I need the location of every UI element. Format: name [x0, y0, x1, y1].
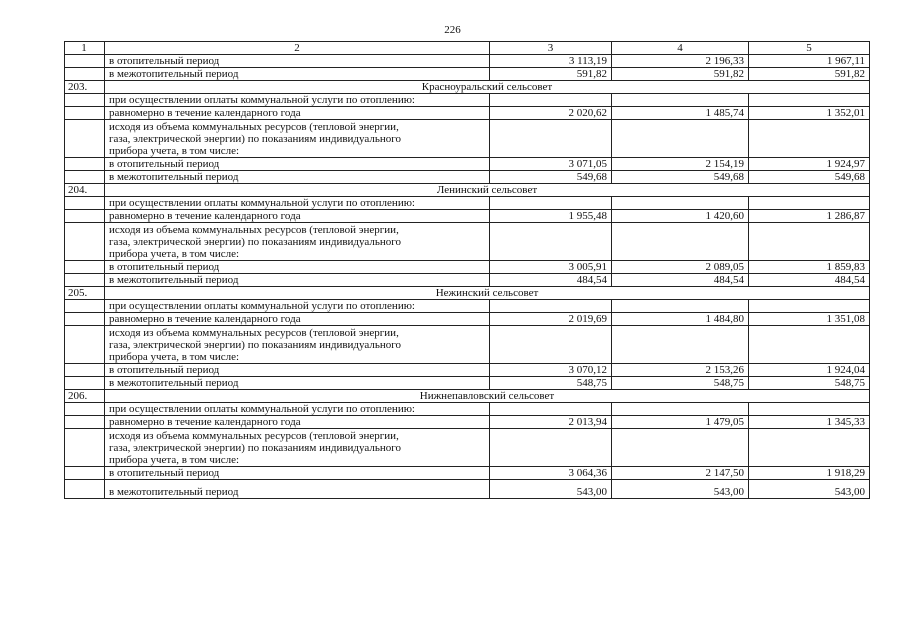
value-col-5: 1 859,83 — [749, 261, 870, 274]
value-col-5: 1 351,08 — [749, 313, 870, 326]
row-source-line: исходя из объема коммунальных ресурсов (тепловой энергии, — [109, 121, 399, 133]
value-col-4: 1 484,80 — [612, 313, 749, 326]
header-col-1: 1 — [65, 42, 105, 55]
value-col-4: 2 196,33 — [612, 55, 749, 68]
table-row — [65, 261, 870, 274]
row-label: в межотопительный период — [105, 171, 490, 184]
value-col-5: 591,82 — [749, 68, 870, 81]
section-number: 203. — [65, 81, 105, 94]
section-title-row — [65, 287, 870, 300]
table-row — [65, 416, 870, 429]
table-row — [65, 197, 870, 210]
value-col-3: 543,00 — [490, 480, 612, 499]
row-source-line: прибора учета, в том числе: — [109, 454, 240, 466]
value-col-4: 543,00 — [612, 480, 749, 499]
table-row — [65, 403, 870, 416]
table-row — [65, 107, 870, 120]
value-col-5: 1 924,97 — [749, 158, 870, 171]
row-label: в межотопительный период — [105, 68, 490, 81]
table-row — [65, 171, 870, 184]
row-source-line: исходя из объема коммунальных ресурсов (тепловой энергии, — [109, 327, 399, 339]
header-col-5: 5 — [749, 42, 870, 55]
header-col-2: 2 — [105, 42, 490, 55]
table-row — [65, 480, 870, 499]
value-col-4: 2 147,50 — [612, 467, 749, 480]
value-col-4: 1 479,05 — [612, 416, 749, 429]
row-label: в межотопительный период — [105, 274, 490, 287]
table-row — [65, 364, 870, 377]
value-col-4: 1 485,74 — [612, 107, 749, 120]
row-intro: при осуществлении оплаты коммунальной услуги по отоплению: — [105, 197, 490, 210]
table-row — [65, 313, 870, 326]
value-col-3: 3 070,12 — [490, 364, 612, 377]
row-source-line: газа, электрической энергии) по показаниям индивидуального — [109, 236, 401, 248]
row-intro: при осуществлении оплаты коммунальной услуги по отоплению: — [105, 403, 490, 416]
section-title-row — [65, 81, 870, 94]
value-col-4: 2 153,26 — [612, 364, 749, 377]
row-source-line: газа, электрической энергии) по показаниям индивидуального — [109, 442, 401, 454]
header-row — [65, 42, 870, 55]
section-name: Нежинский сельсовет — [105, 287, 870, 300]
row-source-line: прибора учета, в том числе: — [109, 248, 240, 260]
section-number: 204. — [65, 184, 105, 197]
row-source-line: прибора учета, в том числе: — [109, 145, 240, 157]
section-number: 205. — [65, 287, 105, 300]
value-col-5: 1 345,33 — [749, 416, 870, 429]
row-intro: при осуществлении оплаты коммунальной услуги по отоплению: — [105, 94, 490, 107]
table-row — [65, 326, 870, 364]
table-row — [65, 274, 870, 287]
value-col-5: 484,54 — [749, 274, 870, 287]
row-source-line: газа, электрической энергии) по показаниям индивидуального — [109, 339, 401, 351]
value-col-5: 1 967,11 — [749, 55, 870, 68]
value-col-3: 3 113,19 — [490, 55, 612, 68]
value-col-4: 484,54 — [612, 274, 749, 287]
table-row — [65, 120, 870, 158]
row-label: в отопительный период — [105, 467, 490, 480]
value-col-3: 2 013,94 — [490, 416, 612, 429]
value-col-3: 3 071,05 — [490, 158, 612, 171]
value-col-5: 543,00 — [749, 480, 870, 499]
header-col-3: 3 — [490, 42, 612, 55]
value-col-3: 3 005,91 — [490, 261, 612, 274]
table-row — [65, 158, 870, 171]
row-label: в отопительный период — [105, 364, 490, 377]
value-col-5: 1 918,29 — [749, 467, 870, 480]
section-title-row — [65, 390, 870, 403]
row-label: равномерно в течение календарного года — [105, 416, 490, 429]
row-label: равномерно в течение календарного года — [105, 107, 490, 120]
row-label: в межотопительный период — [105, 480, 490, 499]
value-col-5: 1 286,87 — [749, 210, 870, 223]
section-name: Ленинский сельсовет — [105, 184, 870, 197]
value-col-3: 1 955,48 — [490, 210, 612, 223]
table-row — [65, 377, 870, 390]
value-col-4: 591,82 — [612, 68, 749, 81]
section-name: Красноуральский сельсовет — [105, 81, 870, 94]
table-row — [65, 210, 870, 223]
row-source-line: газа, электрической энергии) по показаниям индивидуального — [109, 133, 401, 145]
sections-body — [65, 81, 870, 499]
tariff-table — [64, 41, 870, 499]
value-col-5: 548,75 — [749, 377, 870, 390]
section-name: Нижнепавловский сельсовет — [105, 390, 870, 403]
section-number: 206. — [65, 390, 105, 403]
value-col-4: 1 420,60 — [612, 210, 749, 223]
table-row — [65, 94, 870, 107]
value-col-3: 548,75 — [490, 377, 612, 390]
value-col-3: 484,54 — [490, 274, 612, 287]
row-label: в отопительный период — [105, 158, 490, 171]
section-title-row — [65, 184, 870, 197]
row-label: в отопительный период — [105, 55, 490, 68]
row-source — [105, 429, 490, 467]
table-row — [65, 68, 870, 81]
table-row — [65, 429, 870, 467]
value-col-4: 548,75 — [612, 377, 749, 390]
row-source — [105, 120, 490, 158]
page-number: 226 — [444, 24, 461, 36]
table-row — [65, 223, 870, 261]
row-label: в межотопительный период — [105, 377, 490, 390]
value-col-5: 1 924,04 — [749, 364, 870, 377]
value-col-3: 2 020,62 — [490, 107, 612, 120]
row-source-line: исходя из объема коммунальных ресурсов (тепловой энергии, — [109, 224, 399, 236]
header-col-4: 4 — [612, 42, 749, 55]
table-row — [65, 467, 870, 480]
row-label: в отопительный период — [105, 261, 490, 274]
value-col-4: 2 089,05 — [612, 261, 749, 274]
value-col-3: 2 019,69 — [490, 313, 612, 326]
row-source — [105, 223, 490, 261]
row-label: равномерно в течение календарного года — [105, 313, 490, 326]
value-col-4: 2 154,19 — [612, 158, 749, 171]
value-col-5: 1 352,01 — [749, 107, 870, 120]
table-row — [65, 55, 870, 68]
value-col-4: 549,68 — [612, 171, 749, 184]
table-row — [65, 300, 870, 313]
row-source-line: исходя из объема коммунальных ресурсов (тепловой энергии, — [109, 430, 399, 442]
value-col-3: 549,68 — [490, 171, 612, 184]
row-label: равномерно в течение календарного года — [105, 210, 490, 223]
row-intro: при осуществлении оплаты коммунальной услуги по отоплению: — [105, 300, 490, 313]
value-col-5: 549,68 — [749, 171, 870, 184]
value-col-3: 3 064,36 — [490, 467, 612, 480]
value-col-3: 591,82 — [490, 68, 612, 81]
row-source-line: прибора учета, в том числе: — [109, 351, 240, 363]
row-source — [105, 326, 490, 364]
